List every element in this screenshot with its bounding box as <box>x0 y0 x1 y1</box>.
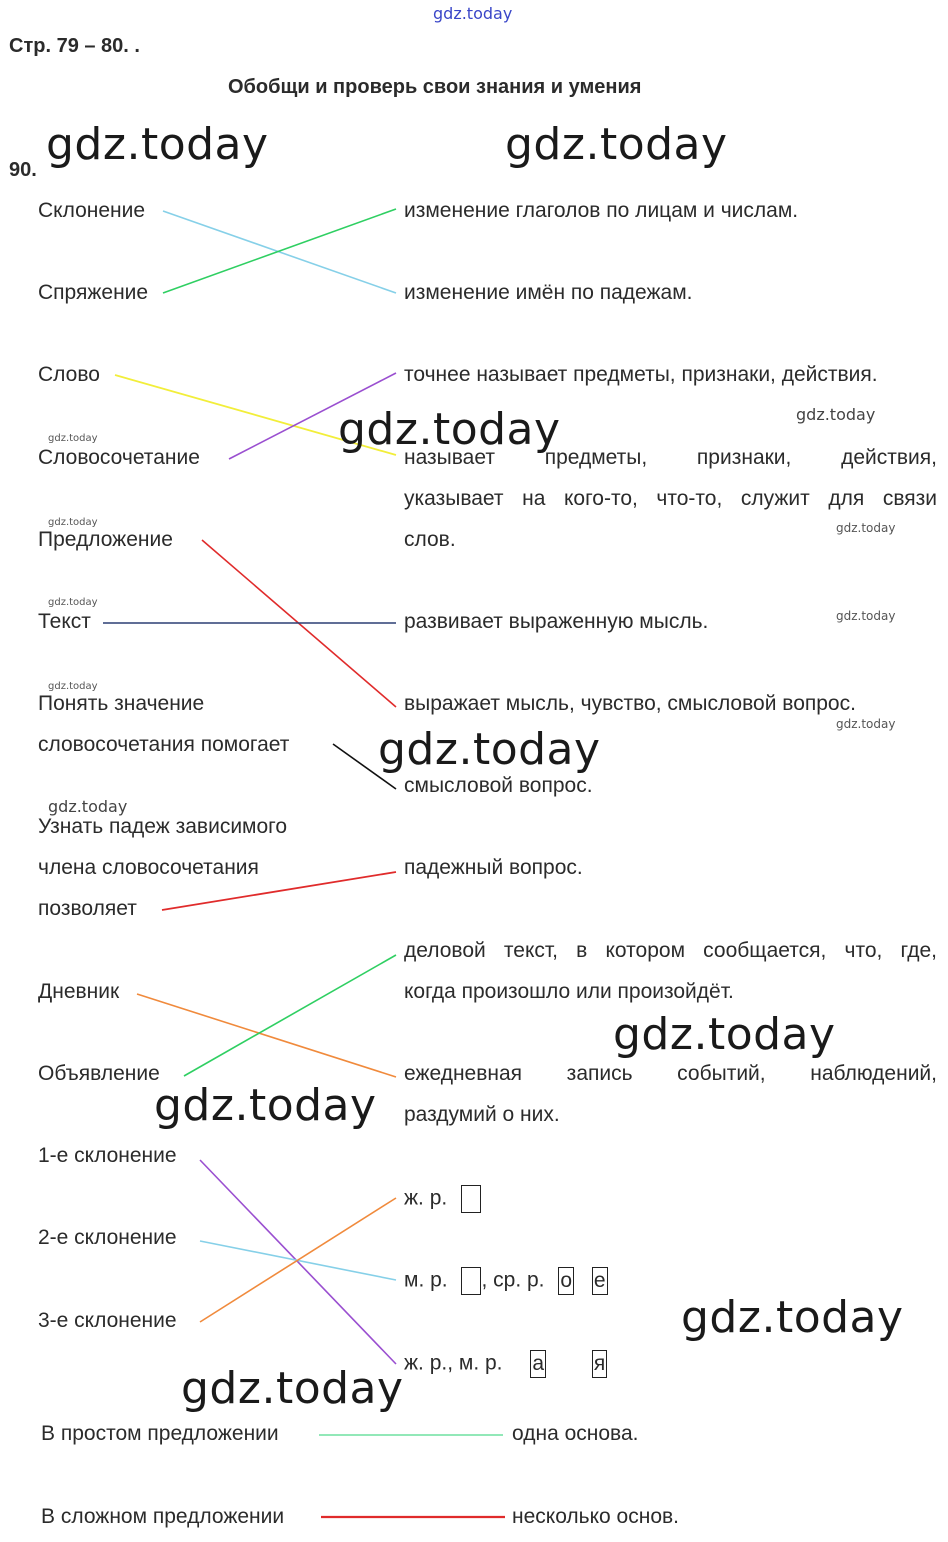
page-reference: Стр. 79 – 80. . <box>9 35 140 57</box>
term-uznat-line3: позволяет <box>38 897 137 920</box>
ending-box-ya: я <box>592 1350 607 1378</box>
watermark-small: gdz.today <box>48 433 98 444</box>
term-uznat-line2: члена словосочетания <box>38 856 259 879</box>
def-nazyvaet-line1: называет предметы, признаки, действия, <box>404 446 937 469</box>
term-spryazhenie: Спряжение <box>38 281 149 304</box>
def-delovoy-line1: деловой текст, в котором сообщается, что, где, <box>404 939 937 962</box>
term-tekst: Текст <box>38 610 91 633</box>
watermark: gdz.today <box>613 1009 836 1060</box>
label-sr: , ср. р. <box>481 1268 545 1292</box>
term-skl3: 3-е склонение <box>38 1309 177 1332</box>
term-ponyat-line2: словосочетания помогает <box>38 733 290 756</box>
def-nazyvaet-line3: слов. <box>404 528 456 551</box>
watermark: gdz.today <box>338 404 561 455</box>
watermark-small: gdz.today <box>836 609 896 623</box>
page-title: Обобщи и проверь свои знания и умения <box>228 76 642 98</box>
term-slovo: Слово <box>38 363 100 386</box>
watermark-top: gdz.today <box>433 4 513 23</box>
watermark-small: gdz.today <box>48 597 98 608</box>
ending-box-empty <box>461 1185 481 1213</box>
term-uznat-line1: Узнать падеж зависимого <box>38 815 288 838</box>
ending-box-empty <box>461 1267 481 1295</box>
watermark: gdz.today <box>378 724 601 775</box>
def-tochnee: точнее называет предметы, признаки, действия. <box>404 363 878 386</box>
watermark-small: gdz.today <box>48 681 98 692</box>
watermark-small: gdz.today <box>836 521 896 535</box>
term-skl1: 1-е склонение <box>38 1144 177 1167</box>
watermark: gdz.today <box>154 1080 377 1131</box>
exercise-number: 90. <box>9 159 37 181</box>
def-neskolko-osnov: несколько основ. <box>512 1505 679 1528</box>
term-skl2: 2-е склонение <box>38 1226 177 1249</box>
term-predlozhenie: Предложение <box>38 528 173 551</box>
def-izm-glagolov: изменение глаголов по лицам и числам. <box>404 199 799 222</box>
watermark-small: gdz.today <box>48 517 98 528</box>
def-nazyvaet-line2: указывает на кого-то, что-то, служит для связи <box>404 487 937 510</box>
def-zhr-mr-row <box>404 1350 607 1378</box>
watermark-small: gdz.today <box>796 405 876 424</box>
label-zhr: ж. р. <box>404 1186 448 1210</box>
line-obyavlenie <box>184 955 396 1076</box>
def-odna-osnova: одна основа. <box>512 1422 639 1445</box>
term-sklonenie: Склонение <box>38 199 146 222</box>
watermark: gdz.today <box>681 1292 904 1343</box>
ending-box-a: а <box>530 1350 546 1378</box>
watermark: gdz.today <box>46 119 269 170</box>
ending-box-o: о <box>558 1267 574 1295</box>
label-zhr-mr: ж. р., м. р. <box>404 1351 503 1375</box>
term-prostoe: В простом предложении <box>41 1422 279 1445</box>
def-delovoy-line2: когда произошло или произойдёт. <box>404 980 734 1003</box>
def-zhr-row <box>404 1185 481 1213</box>
term-dnevnik: Дневник <box>38 980 120 1003</box>
def-vyrazhaet: выражает мысль, чувство, смысловой вопрос. <box>404 692 856 715</box>
watermark: gdz.today <box>505 119 728 170</box>
watermark-small: gdz.today <box>836 717 896 731</box>
line-skl1 <box>200 1160 396 1364</box>
watermark: gdz.today <box>181 1363 404 1414</box>
line-skl3 <box>200 1198 396 1322</box>
def-padezhny: падежный вопрос. <box>404 856 583 879</box>
def-izm-imen: изменение имён по падежам. <box>404 281 693 304</box>
term-slovosochetanie: Словосочетание <box>38 446 200 469</box>
def-ezhednevnaya-line2: раздумий о них. <box>404 1103 560 1126</box>
ending-box-e: е <box>592 1267 608 1295</box>
watermark-small: gdz.today <box>48 797 128 816</box>
term-obyavlenie: Объявление <box>38 1062 160 1085</box>
def-ezhednevnaya-line1: ежедневная запись событий, наблюдений, <box>404 1062 937 1085</box>
label-mr: м. р. <box>404 1268 448 1292</box>
def-razvivaet: развивает выраженную мысль. <box>404 610 709 633</box>
def-smyslovoy: смысловой вопрос. <box>404 774 593 797</box>
def-mr-row <box>404 1267 608 1295</box>
term-slozhnoe: В сложном предложении <box>41 1505 285 1528</box>
term-ponyat-line1: Понять значение <box>38 692 205 715</box>
line-dnevnik <box>137 994 396 1077</box>
